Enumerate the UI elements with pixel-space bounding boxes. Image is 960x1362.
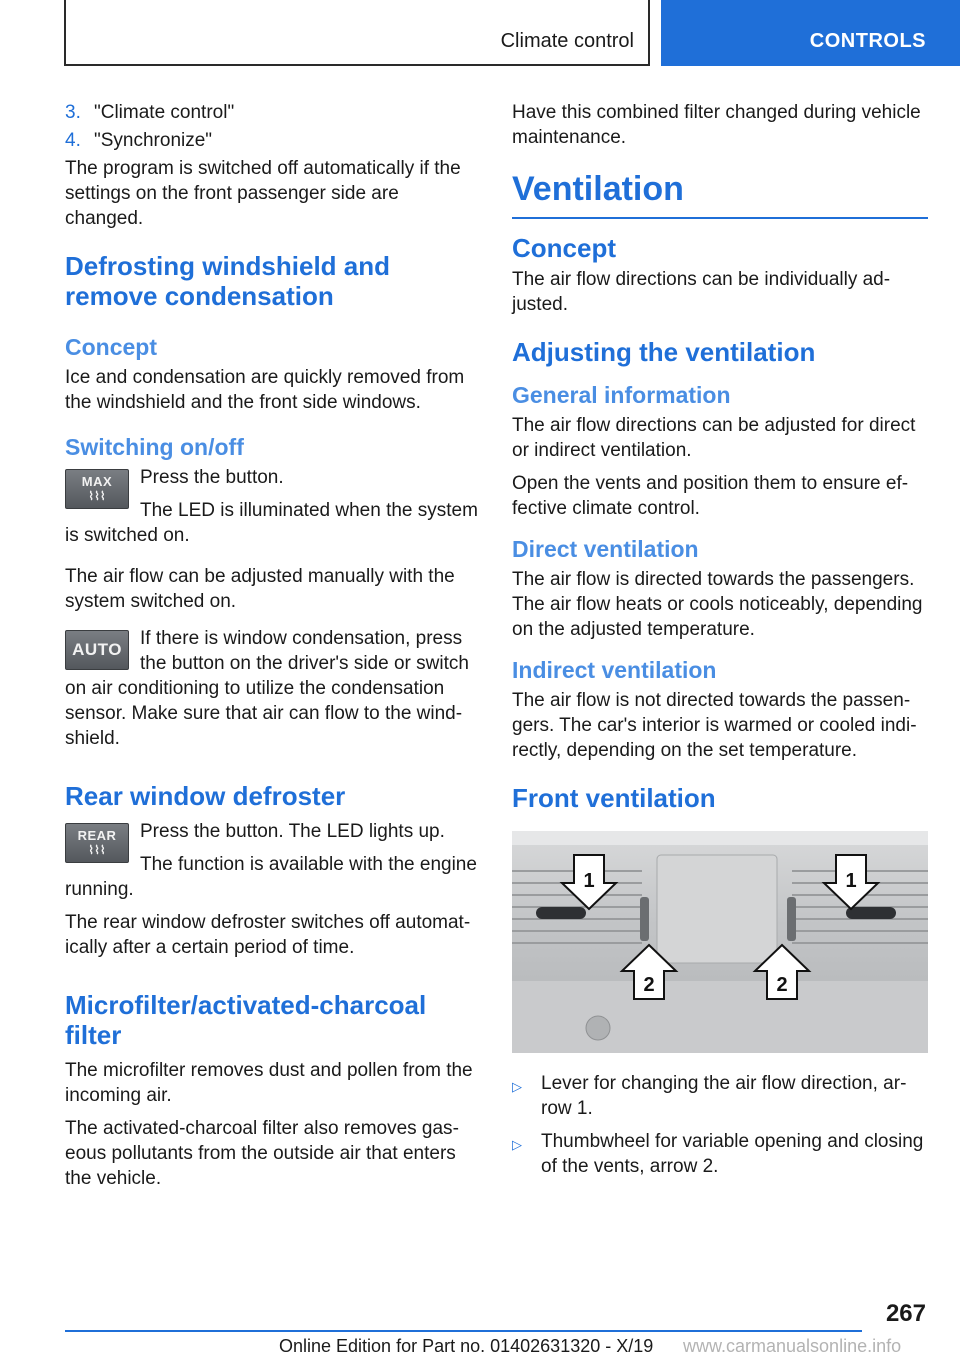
subheading-general: General information	[512, 382, 731, 408]
paragraph: If there is window condensation, press the button on the driver's side or switch on air conditioning to utilize the condensation sensor. Make sure that air can flow to the windshield.	[65, 628, 469, 749]
list-text: "Climate control"	[94, 102, 235, 123]
rear-window-heat-icon: ⌇⌇⌇	[88, 843, 106, 857]
windshield-heat-icon: ⌇⌇⌇	[88, 489, 106, 503]
list-number: 3.	[65, 102, 81, 123]
footer-edition: Online Edition for Part no. 01402631320 - X/19	[279, 1336, 654, 1356]
paragraph: Press the button.	[140, 467, 284, 488]
section-heading-rear: Rear window defroster	[65, 781, 346, 811]
icon-paragraph-max	[65, 465, 480, 548]
paragraph: The air flow directions can be individually adjusted.	[512, 269, 891, 315]
arrow-2-left-label: 2	[643, 974, 655, 996]
paragraph: Ice and condensation are quickly removed from the windshield and the front side windows.	[65, 367, 465, 413]
header-section-title: Climate control	[500, 30, 634, 52]
paragraph: The air flow is not directed towards the passengers. The car's interior is warmed or cooled indirectly, depending on the set temperature.	[512, 690, 917, 761]
paragraph: The activated-charcoal filter also removes gaseous pollutants from the outside air that enters the vehicle.	[65, 1118, 459, 1189]
arrow-2-right-label: 2	[776, 974, 788, 996]
front-vents-illustration	[512, 831, 928, 1053]
arrow-1-left-label: 1	[583, 870, 595, 892]
list-item	[65, 100, 480, 125]
list-item	[512, 1071, 928, 1121]
subheading-concept: Concept	[65, 334, 157, 360]
subheading-switching: Switching on/off	[65, 434, 244, 460]
paragraph: The air flow is directed towards the passengers. The air flow heats or cools noticeably, depending on the adjusted temperature.	[512, 569, 923, 640]
list-item	[512, 1129, 928, 1179]
section-heading-adjust: Adjusting the ventilation	[512, 337, 816, 367]
paragraph: The program is switched off automatically if the settings on the front passenger side are changed.	[65, 158, 461, 229]
page-number: 267	[885, 1300, 926, 1327]
chapter-heading-ventilation: Ventilation	[512, 170, 928, 219]
triangle-bullet-icon: ▷	[512, 1079, 522, 1094]
icon-paragraph-rear	[65, 819, 480, 902]
list-number: 4.	[65, 130, 81, 151]
paragraph: Open the vents and position them to ensure effective climate control.	[512, 473, 909, 519]
list-text: Thumbwheel for variable opening and closing of the vents, arrow 2.	[541, 1131, 924, 1177]
section-heading-filter: Microfilter/activated-charcoal filter	[65, 990, 427, 1050]
list-text: Lever for changing the air flow direction, arrow 1.	[541, 1073, 907, 1119]
left-column	[65, 100, 480, 1199]
footer-divider	[65, 1330, 862, 1332]
section-heading-concept: Concept	[512, 233, 616, 263]
header-chapter-title: CONTROLS	[809, 30, 926, 52]
paragraph: The air flow directions can be adjusted for direct or indirect ventilation.	[512, 415, 916, 461]
paragraph: Have this combined filter changed during vehicle maintenance.	[512, 102, 921, 148]
paragraph: The air flow can be adjusted manually with the system switched on.	[65, 566, 455, 612]
paragraph: Press the button. The LED lights up.	[140, 821, 445, 842]
front-vents-photo	[512, 831, 928, 1053]
section-heading-front: Front ventilation	[512, 783, 716, 813]
paragraph: The function is available with the engine running.	[65, 854, 477, 900]
rear-defrost-button-icon: REAR ⌇⌇⌇	[65, 823, 129, 863]
list-text: "Synchronize"	[94, 130, 213, 151]
numbered-list	[65, 100, 480, 153]
triangle-bullet-icon: ▷	[512, 1137, 522, 1152]
icon-paragraph-auto	[65, 626, 480, 751]
subheading-direct: Direct ventilation	[512, 536, 699, 562]
header-chapter-box	[661, 0, 960, 66]
auto-button-icon: AUTO	[65, 630, 129, 670]
section-heading-defrost: Defrosting windshield and remove condensation	[65, 251, 391, 311]
arrow-1-right-label: 1	[845, 870, 857, 892]
max-defrost-button-icon: MAX ⌇⌇⌇	[65, 469, 129, 509]
footer-watermark: www.carmanualsonline.info	[683, 1336, 902, 1356]
paragraph: The LED is illuminated when the system is switched on.	[65, 500, 478, 546]
subheading-indirect: Indirect ventilation	[512, 657, 717, 683]
paragraph: The rear window defroster switches off automatically after a certain period of time.	[65, 912, 471, 958]
right-column	[512, 100, 928, 1187]
bullet-list	[512, 1071, 928, 1179]
paragraph: The microfilter removes dust and pollen from the incoming air.	[65, 1060, 473, 1106]
list-item	[65, 128, 480, 153]
header-section-box	[64, 0, 650, 66]
